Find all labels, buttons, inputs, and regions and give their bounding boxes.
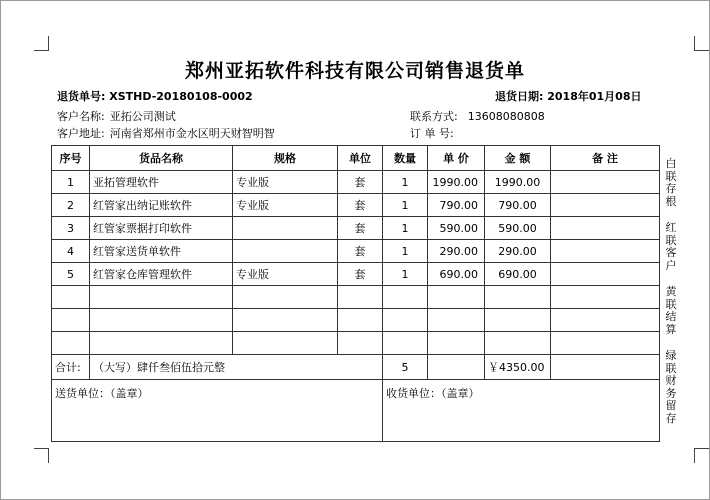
header-spec: 规格 <box>233 146 338 171</box>
cell-name <box>90 286 233 309</box>
header-name: 货品名称 <box>90 146 233 171</box>
contact <box>410 110 545 124</box>
cell-no: 3 <box>52 217 90 240</box>
cell-name <box>90 332 233 355</box>
contact-value: 13608080808 <box>467 110 545 123</box>
cell-note <box>551 171 660 194</box>
cell-unit: 套 <box>338 171 383 194</box>
crop-mark-top-left <box>34 36 49 51</box>
cell-amount: 1990.00 <box>485 171 551 194</box>
crop-mark-bottom-right <box>694 448 709 463</box>
cell-qty: 1 <box>383 171 428 194</box>
copy-white-label: 白联存根 <box>665 157 677 208</box>
cell-spec <box>233 286 338 309</box>
table-row <box>52 332 660 355</box>
cell-qty <box>383 309 428 332</box>
cell-note <box>551 240 660 263</box>
cell-price: 290.00 <box>428 240 485 263</box>
cell-unit: 套 <box>338 217 383 240</box>
cell-amount <box>485 332 551 355</box>
cell-no: 1 <box>52 171 90 194</box>
customer-name-label: 客户名称: <box>57 110 105 123</box>
copy-red-label: 红联客户 <box>665 221 677 272</box>
cell-price: 790.00 <box>428 194 485 217</box>
cell-no <box>52 286 90 309</box>
cell-qty: 1 <box>383 240 428 263</box>
return-date <box>495 90 641 104</box>
table-row <box>52 217 660 240</box>
cell-price: 690.00 <box>428 263 485 286</box>
cell-spec: 专业版 <box>233 171 338 194</box>
cell-unit: 套 <box>338 194 383 217</box>
cell-name: 红管家仓库管理软件 <box>90 263 233 286</box>
cell-price: 590.00 <box>428 217 485 240</box>
cell-price <box>428 309 485 332</box>
cell-amount: 590.00 <box>485 217 551 240</box>
cell-spec <box>233 217 338 240</box>
receiver-signature: 收货单位：（盖章） <box>383 380 660 442</box>
cell-spec <box>233 309 338 332</box>
copy-yellow-label: 黄联结算 <box>665 285 677 336</box>
cell-unit: 套 <box>338 263 383 286</box>
cell-spec <box>233 240 338 263</box>
table-row <box>52 194 660 217</box>
copy-distribution-labels <box>664 158 678 426</box>
header-no: 序号 <box>52 146 90 171</box>
cell-amount: 690.00 <box>485 263 551 286</box>
header-amount: 金 额 <box>485 146 551 171</box>
cell-spec: 专业版 <box>233 263 338 286</box>
total-note-blank <box>551 355 660 380</box>
cell-unit: 套 <box>338 240 383 263</box>
table-row <box>52 286 660 309</box>
cell-name: 红管家出纳记账软件 <box>90 194 233 217</box>
document-title: 郑州亚拓软件科技有限公司销售退货单 <box>184 60 525 82</box>
goods-table <box>51 145 660 442</box>
cell-amount: 290.00 <box>485 240 551 263</box>
cell-no: 4 <box>52 240 90 263</box>
cell-note <box>551 217 660 240</box>
cell-note <box>551 286 660 309</box>
total-qty: 5 <box>383 355 428 380</box>
cell-name <box>90 309 233 332</box>
cell-unit <box>338 309 383 332</box>
total-row <box>52 355 660 380</box>
order-no-value: XSTHD-20180108-0002 <box>109 90 253 103</box>
cell-amount <box>485 309 551 332</box>
customer-address-value: 河南省郑州市金水区明天财智明智 <box>109 127 275 140</box>
customer-address-label: 客户地址: <box>57 127 105 140</box>
table-row <box>52 240 660 263</box>
total-amount: ￥4350.00 <box>485 355 551 380</box>
customer-address <box>57 127 275 141</box>
cell-no: 5 <box>52 263 90 286</box>
return-date-value: 2018年01月08日 <box>547 90 642 103</box>
order-no-label: 退货单号: <box>57 90 106 103</box>
cell-note <box>551 194 660 217</box>
cell-qty: 1 <box>383 194 428 217</box>
order-ref <box>410 127 454 141</box>
cell-amount <box>485 286 551 309</box>
customer-name <box>57 110 176 124</box>
cell-name: 红管家送货单软件 <box>90 240 233 263</box>
header-qty: 数量 <box>383 146 428 171</box>
cell-name: 红管家票据打印软件 <box>90 217 233 240</box>
table-header-row <box>52 146 660 171</box>
crop-mark-bottom-left <box>34 448 49 463</box>
cell-price <box>428 286 485 309</box>
cell-note <box>551 332 660 355</box>
header-note: 备 注 <box>551 146 660 171</box>
cell-unit <box>338 332 383 355</box>
cell-qty <box>383 286 428 309</box>
header-unit: 单位 <box>338 146 383 171</box>
cell-price: 1990.00 <box>428 171 485 194</box>
total-in-words: （大写）肆仟叁佰伍拾元整 <box>90 355 383 380</box>
cell-no: 2 <box>52 194 90 217</box>
order-no <box>57 90 253 104</box>
cell-note <box>551 263 660 286</box>
cell-qty <box>383 332 428 355</box>
signature-row <box>52 380 660 442</box>
customer-name-value: 亚拓公司测试 <box>109 110 176 123</box>
header-price: 单 价 <box>428 146 485 171</box>
cell-no <box>52 309 90 332</box>
return-date-label: 退货日期: <box>495 90 544 103</box>
copy-green-label: 绿联财务留存 <box>665 349 677 425</box>
order-ref-label: 订 单 号: <box>410 127 454 140</box>
total-price-blank <box>428 355 485 380</box>
cell-note <box>551 309 660 332</box>
cell-unit <box>338 286 383 309</box>
crop-mark-top-right <box>694 36 709 51</box>
cell-price <box>428 332 485 355</box>
shipper-signature: 送货单位：（盖章） <box>52 380 383 442</box>
contact-label: 联系方式: <box>410 110 458 123</box>
cell-no <box>52 332 90 355</box>
table-row <box>52 263 660 286</box>
cell-qty: 1 <box>383 217 428 240</box>
cell-spec <box>233 332 338 355</box>
cell-amount: 790.00 <box>485 194 551 217</box>
cell-name: 亚拓管理软件 <box>90 171 233 194</box>
table-row <box>52 171 660 194</box>
table-row <box>52 309 660 332</box>
cell-qty: 1 <box>383 263 428 286</box>
cell-spec: 专业版 <box>233 194 338 217</box>
total-label: 合计: <box>52 355 90 380</box>
